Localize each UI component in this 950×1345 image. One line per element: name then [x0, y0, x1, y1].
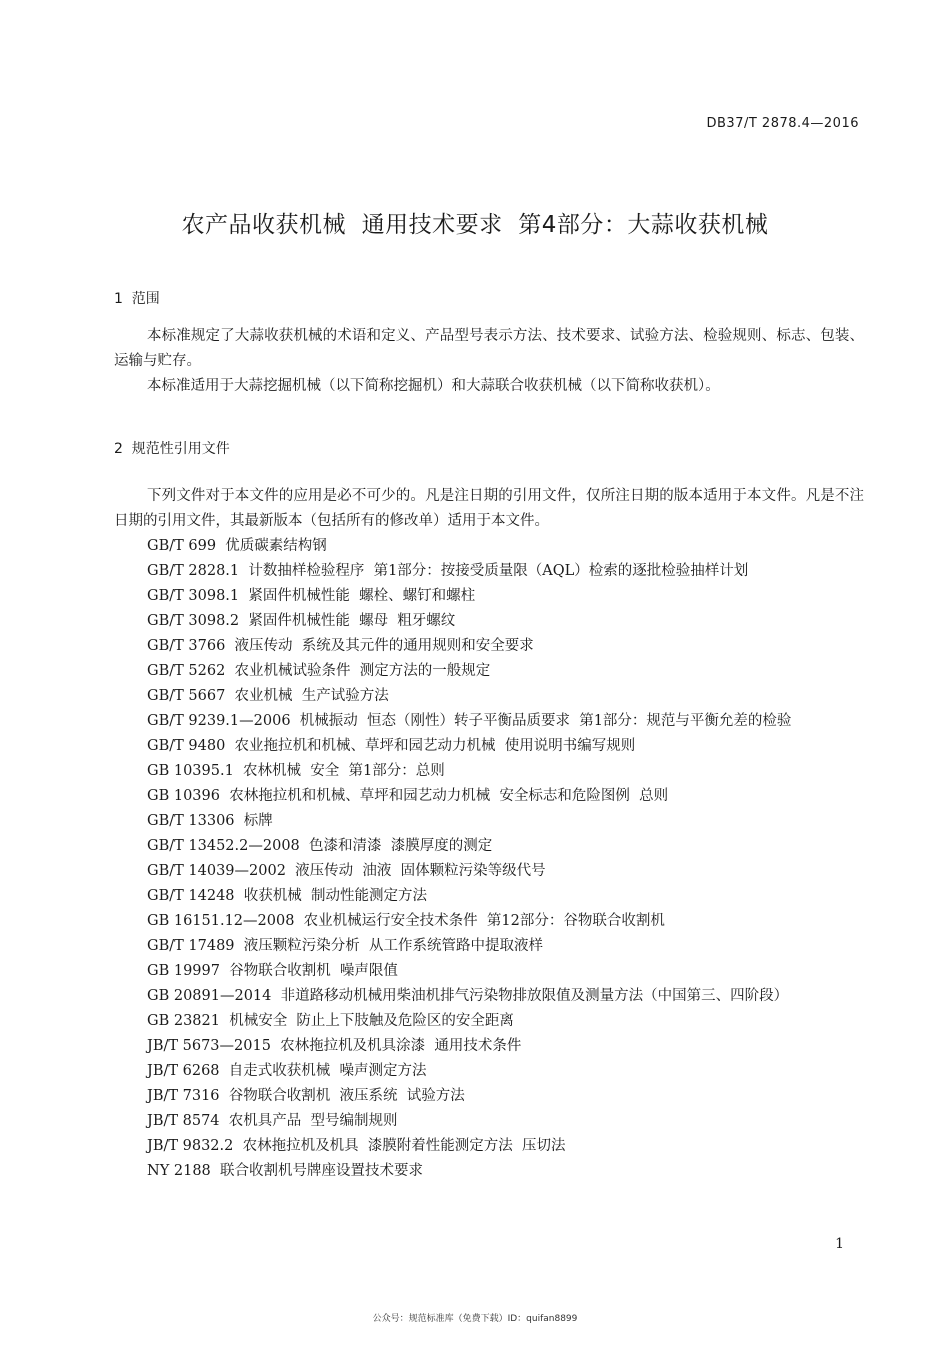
- reference-item: JB/T 5673—2015 农林拖拉机及机具涂漆 通用技术条件: [147, 1038, 522, 1054]
- reference-item: GB/T 13452.2—2008 色漆和清漆 漆膜厚度的测定: [147, 838, 493, 854]
- section-heading-scope: 1 范围: [114, 291, 160, 307]
- reference-item: GB/T 14039—2002 液压传动 油液 固体颗粒污染等级代号: [147, 863, 546, 879]
- reference-item: GB 10396 农林拖拉机和机械、草坪和园艺动力机械 安全标志和危险图例 总则: [147, 788, 669, 804]
- reference-item: GB/T 5667 农业机械 生产试验方法: [147, 688, 389, 704]
- page-number: 1: [835, 1236, 844, 1252]
- references-intro-paragraph: 下列文件对于本文件的应用是必不可少的。凡是注日期的引用文件，仅所注日期的版本适用于本文件。凡是不注日期的引用文件，其最新版本（包括所有的修改单）适用于本文件。: [114, 488, 864, 529]
- reference-item: GB 20891—2014 非道路移动机械用柴油机排气污染物排放限值及测量方法（中国第三、四阶段）: [147, 988, 789, 1004]
- reference-item: NY 2188 联合收割机号牌座设置技术要求: [147, 1163, 423, 1179]
- reference-item: JB/T 9832.2 农林拖拉机及机具 漆膜附着性能测定方法 压切法: [147, 1138, 566, 1154]
- reference-item: JB/T 8574 农机具产品 型号编制规则: [147, 1113, 398, 1129]
- reference-item: GB/T 5262 农业机械试验条件 测定方法的一般规定: [147, 663, 491, 679]
- footer-note: 公众号：规范标准库（免费下载）ID：quifan8899: [372, 1314, 578, 1324]
- reference-item: GB/T 3098.1 紧固件机械性能 螺栓、螺钉和螺柱: [147, 588, 476, 604]
- scope-paragraph-2: 本标准适用于大蒜挖掘机械（以下简称挖掘机）和大蒜联合收获机械（以下简称收获机）。: [147, 378, 720, 394]
- document-title: 农产品收获机械 通用技术要求 第4部分：大蒜收获机械: [181, 212, 769, 238]
- reference-item: GB/T 17489 液压颗粒污染分析 从工作系统管路中提取液样: [147, 938, 543, 954]
- standard-code: DB37/T 2878.4—2016: [706, 116, 859, 131]
- reference-item: JB/T 6268 自走式收获机械 噪声测定方法: [147, 1063, 427, 1079]
- reference-item: JB/T 7316 谷物联合收割机 液压系统 试验方法: [147, 1088, 465, 1104]
- reference-item: GB/T 3098.2 紧固件机械性能 螺母 粗牙螺纹: [147, 613, 456, 629]
- section-heading-normative-references: 2 规范性引用文件: [114, 441, 230, 457]
- reference-item: GB 10395.1 农林机械 安全 第1部分：总则: [147, 763, 445, 779]
- reference-item: GB/T 9239.1—2006 机械振动 恒态（刚性）转子平衡品质要求 第1部分：规范与平衡允差的检验: [147, 713, 792, 729]
- reference-item: GB/T 13306 标牌: [147, 813, 273, 829]
- reference-item: GB/T 9480 农业拖拉机和机械、草坪和园艺动力机械 使用说明书编写规则: [147, 738, 636, 754]
- reference-item: GB/T 3766 液压传动 系统及其元件的通用规则和安全要求: [147, 638, 534, 654]
- reference-item: GB 16151.12—2008 农业机械运行安全技术条件 第12部分：谷物联合收割机: [147, 913, 665, 929]
- reference-item: GB/T 2828.1 计数抽样检验程序 第1部分：按接受质量限（AQL）检索的逐批检验抽样计划: [147, 563, 749, 579]
- reference-item: GB/T 14248 收获机械 制动性能测定方法: [147, 888, 427, 904]
- reference-item: GB/T 699 优质碳素结构钢: [147, 538, 327, 554]
- reference-item: GB 19997 谷物联合收割机 噪声限值: [147, 963, 398, 979]
- reference-item: GB 23821 机械安全 防止上下肢触及危险区的安全距离: [147, 1013, 514, 1029]
- reference-list: [114, 534, 864, 1184]
- scope-paragraph-1: 本标准规定了大蒜收获机械的术语和定义、产品型号表示方法、技术要求、试验方法、检验规则、标志、包装、运输与贮存。: [114, 328, 864, 369]
